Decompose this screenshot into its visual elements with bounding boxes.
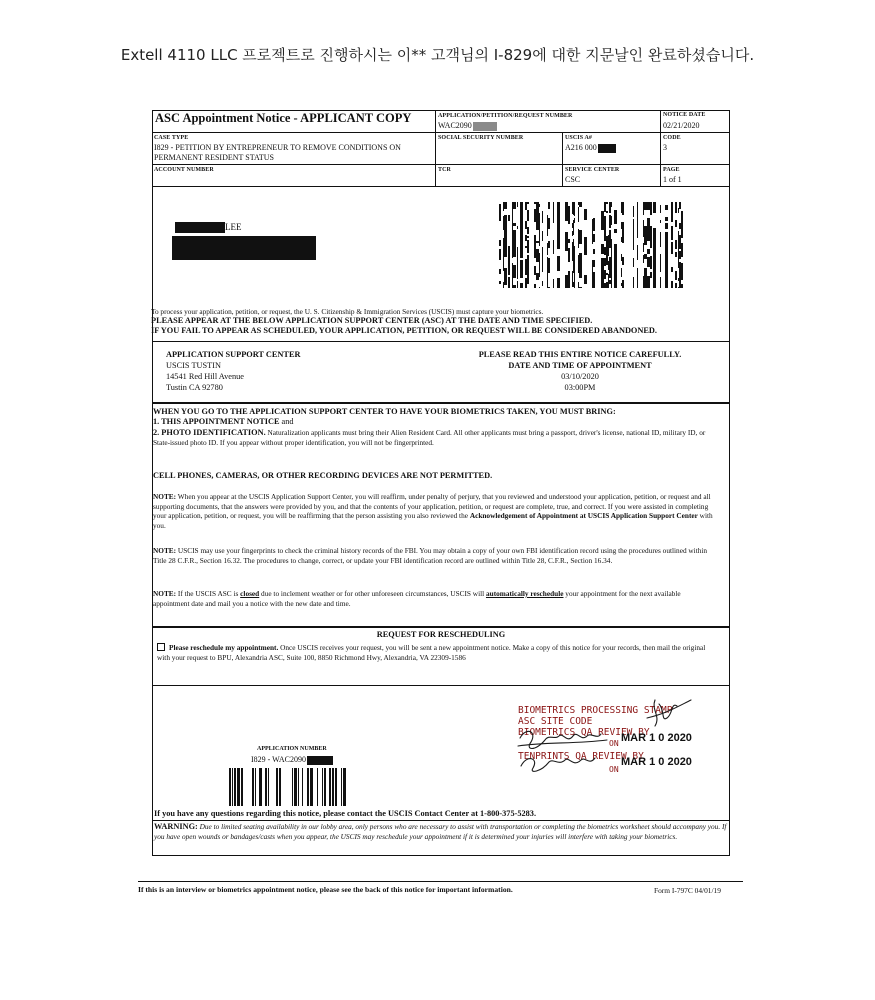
applicant-name: LEE: [175, 222, 242, 233]
stamp-asc-site-code: ASC SITE CODE: [518, 716, 593, 727]
handwritten-signatures: [515, 696, 705, 776]
redaction-block: [473, 122, 497, 131]
read-notice-instruction: PLEASE READ THIS ENTIRE NOTICE CAREFULLY.: [478, 350, 682, 359]
tcr-label: TCR: [438, 167, 451, 173]
page-label: PAGE: [663, 167, 680, 173]
asc-city: Tustin CA 92780: [166, 383, 223, 392]
case-type-label: CASE TYPE: [154, 135, 189, 141]
redaction-block: [598, 144, 616, 153]
receipt-number-value: WAC2090: [438, 121, 497, 131]
appear-instruction: PLEASE APPEAR AT THE BELOW APPLICATION SUPPORT CENTER (ASC) AT THE DATE AND TIME SPECIFIED.: [151, 316, 593, 325]
receipt-number-label: APPLICATION/PETITION/REQUEST NUMBER: [438, 113, 573, 119]
uscis-number-label: USCIS A#: [565, 135, 592, 141]
account-number-label: ACCOUNT NUMBER: [154, 167, 214, 173]
redaction-block: [307, 756, 333, 765]
stamp-date-1: MAR 1 0 2020: [621, 732, 692, 744]
bring-item-1: 1. THIS APPOINTMENT NOTICE and: [153, 417, 294, 426]
warning-text: WARNING: Due to limited seating availability in our lobby area, only persons who are necessary to assist with transportation or completing the biometrics worksheet should accompany you. If you have open wounds or bandages/casts when you appear, the USCIS may reschedule your appointment if it is determined your injuries will interfere with taking your biometrics.: [154, 822, 727, 841]
2d-barcode: [499, 202, 683, 288]
stamp-tenprints-qa: TENPRINTS QA REVIEW BY: [518, 751, 644, 762]
footer-rule: [138, 881, 743, 882]
note-reaffirm: NOTE: When you appear at the USCIS Application Support Center, you will reaffirm, under penalty of perjury, that you reviewed and understood your application, petition, or request and all supporting documents, that the answers were provided by you, and that the contents of your application, petition, or request are complete, true, and correct. If you were assisted in completing your application, petition, or request, you will be reaffirming that the person assisting you also reviewed the Acknowledgement of Appointment at USCIS Application Support Center with you.: [153, 492, 713, 530]
stamp-biometrics-processing: BIOMETRICS PROCESSING STAMP: [518, 705, 673, 716]
service-center-label: SERVICE CENTER: [565, 167, 620, 173]
notice-date-label: NOTICE DATE: [663, 112, 706, 118]
stamp-on-2: ON: [609, 765, 619, 774]
notice-title: ASC Appointment Notice - APPLICANT COPY: [155, 111, 412, 125]
appointment-datetime-label: DATE AND TIME OF APPOINTMENT: [508, 361, 652, 370]
contact-center-text: If you have any questions regarding this notice, please contact the USCIS Contact Center at 1-800-375-5283.: [154, 809, 537, 818]
reschedule-checkbox[interactable]: [157, 643, 165, 651]
asc-name: USCIS TUSTIN: [166, 361, 221, 370]
application-number-value: I829 - WAC2090: [251, 755, 333, 765]
page-caption: Extell 4110 LLC 프로젝트로 진행하시는 이** 고객님의 I-829에 대한 지문날인 완료하셨습니다.: [120, 46, 755, 64]
appointment-date: 03/10/2020: [561, 372, 599, 381]
form-number: Form I-797C 04/01/19: [654, 886, 721, 895]
application-number-label: APPLICATION NUMBER: [257, 746, 327, 752]
stamp-biometrics-qa: BIOMETRICS QA REVIEW BY: [518, 727, 650, 738]
appointment-notice-document: [150, 108, 730, 856]
redacted-address-block: [172, 236, 316, 260]
note-fbi: NOTE: USCIS may use your fingerprints to check the criminal history records of the FBI. You may obtain a copy of your own FBI identification record using the procedures outlined within Title 28 C.F.R., Section 16.32. The procedures to change, correct, or update your FBI identification record are outlined within Title 28, C.F.R., Section 16.34.: [153, 546, 708, 565]
biometrics-capture-text: To process your application, petition, or request, the U. S. Citizenship & Immigration Services (USCIS) must capture your biometrics.: [151, 307, 544, 316]
code-label: CODE: [663, 135, 681, 141]
1d-barcode: [229, 768, 347, 806]
devices-not-permitted: CELL PHONES, CAMERAS, OR OTHER RECORDING DEVICES ARE NOT PERMITTED.: [153, 471, 493, 480]
asc-street: 14541 Red Hill Avenue: [166, 372, 244, 381]
redaction-block: [175, 222, 225, 233]
uscis-number-value: A216 000: [565, 143, 616, 153]
footer-note: If this is an interview or biometrics appointment notice, please see the back of this notice for important information.: [138, 885, 513, 894]
asc-heading: APPLICATION SUPPORT CENTER: [166, 350, 301, 359]
page-value: 1 of 1: [663, 175, 682, 184]
bring-item-2: 2. PHOTO IDENTIFICATION. Naturalization applicants must bring their Alien Resident Card. All other applicants must bring a passport, driver's license, national ID, military ID, or State-issued photo ID. If you appear without proper identification, you will not be fingerprinted.: [153, 428, 706, 447]
case-type-value: I829 - PETITION BY ENTREPRENEUR TO REMOVE CONDITIONS ON PERMANENT RESIDENT STATUS: [154, 143, 401, 162]
stamp-on-1: ON: [609, 739, 619, 748]
stamp-date-2: MAR 1 0 2020: [621, 756, 692, 768]
reschedule-request: Please reschedule my appointment. Once USCIS receives your request, you will be sent a new appointment notice. Make a copy of this notice for your records, then mail the original with your request to BPU, Alexandria ASC, Suite 100, 8850 Richmond Hwy, Alexandria, VA 22309-1586: [157, 643, 706, 662]
appointment-time: 03:00PM: [564, 383, 596, 392]
notice-date-value: 02/21/2020: [663, 121, 700, 130]
abandon-warning: IF YOU FAIL TO APPEAR AS SCHEDULED, YOUR APPLICATION, PETITION, OR REQUEST WILL BE CONSIDERED ABANDONED.: [151, 326, 657, 335]
note-asc-closed: NOTE: If the USCIS ASC is closed due to inclement weather or for other unforeseen circumstances, USCIS will automatically reschedule your appointment for the next available appointment date and mail you a notice with the new date and time.: [153, 589, 681, 608]
ssn-label: SOCIAL SECURITY NUMBER: [438, 135, 524, 141]
code-value: 3: [663, 143, 667, 152]
bring-heading: WHEN YOU GO TO THE APPLICATION SUPPORT CENTER TO HAVE YOUR BIOMETRICS TAKEN, YOU MUST BRING:: [153, 407, 616, 416]
reschedule-heading: REQUEST FOR RESCHEDULING: [376, 630, 506, 639]
service-center-value: CSC: [565, 175, 581, 184]
